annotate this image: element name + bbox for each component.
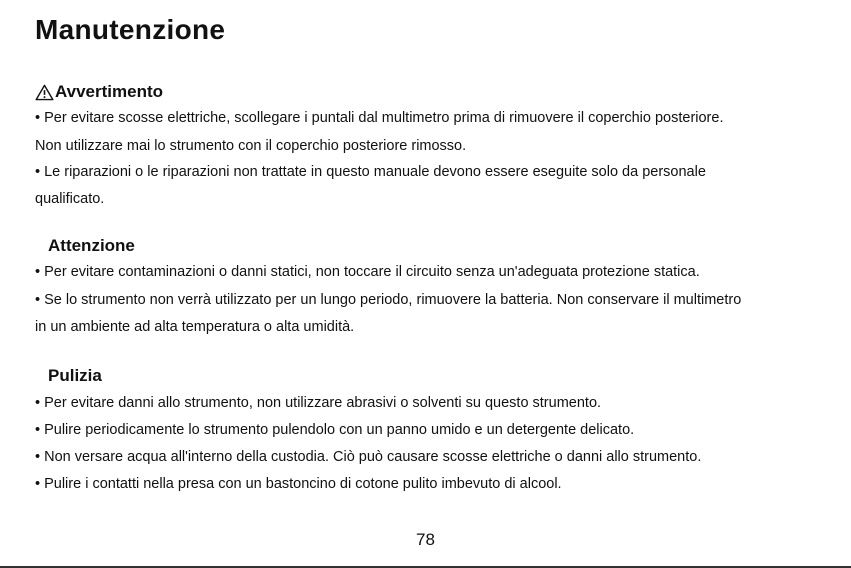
body-line: • Pulire i contatti nella presa con un bastoncino di cotone pulito imbevuto di alcool.: [35, 476, 562, 492]
body-line: • Per evitare danni allo strumento, non utilizzare abrasivi o solventi su questo strumento.: [35, 395, 602, 411]
section-heading-pulizia: [48, 366, 102, 386]
warning-triangle-icon: [35, 84, 54, 101]
section-heading-label: Pulizia: [48, 366, 102, 385]
body-line: • Non versare acqua all'interno della custodia. Ciò può causare scosse elettriche o danni allo strumento.: [35, 449, 702, 465]
body-line: • Per evitare contaminazioni o danni statici, non toccare il circuito senza un'adeguata protezione statica.: [35, 264, 700, 280]
body-line: in un ambiente ad alta temperatura o alta umidità.: [35, 319, 355, 335]
section-heading-avvertimento: [35, 82, 163, 102]
section-heading-attenzione: [48, 236, 135, 256]
page-title: Manutenzione: [35, 14, 226, 45]
body-line: qualificato.: [35, 191, 105, 207]
section-heading-label: Attenzione: [48, 236, 135, 255]
page-number: 78: [416, 530, 435, 549]
body-line: • Per evitare scosse elettriche, scollegare i puntali dal multimetro prima di rimuovere il coperchio posteriore.: [35, 110, 724, 126]
section-heading-label: Avvertimento: [55, 82, 164, 101]
body-line: • Le riparazioni o le riparazioni non trattate in questo manuale devono essere eseguite solo da personale: [35, 164, 706, 180]
body-line: • Pulire periodicamente lo strumento pulendolo con un panno umido e un detergente delicato.: [35, 422, 635, 438]
body-line: Non utilizzare mai lo strumento con il coperchio posteriore rimosso.: [35, 138, 467, 154]
body-line: • Se lo strumento non verrà utilizzato per un lungo periodo, rimuovere la batteria. Non conservare il multimetro: [35, 292, 742, 308]
